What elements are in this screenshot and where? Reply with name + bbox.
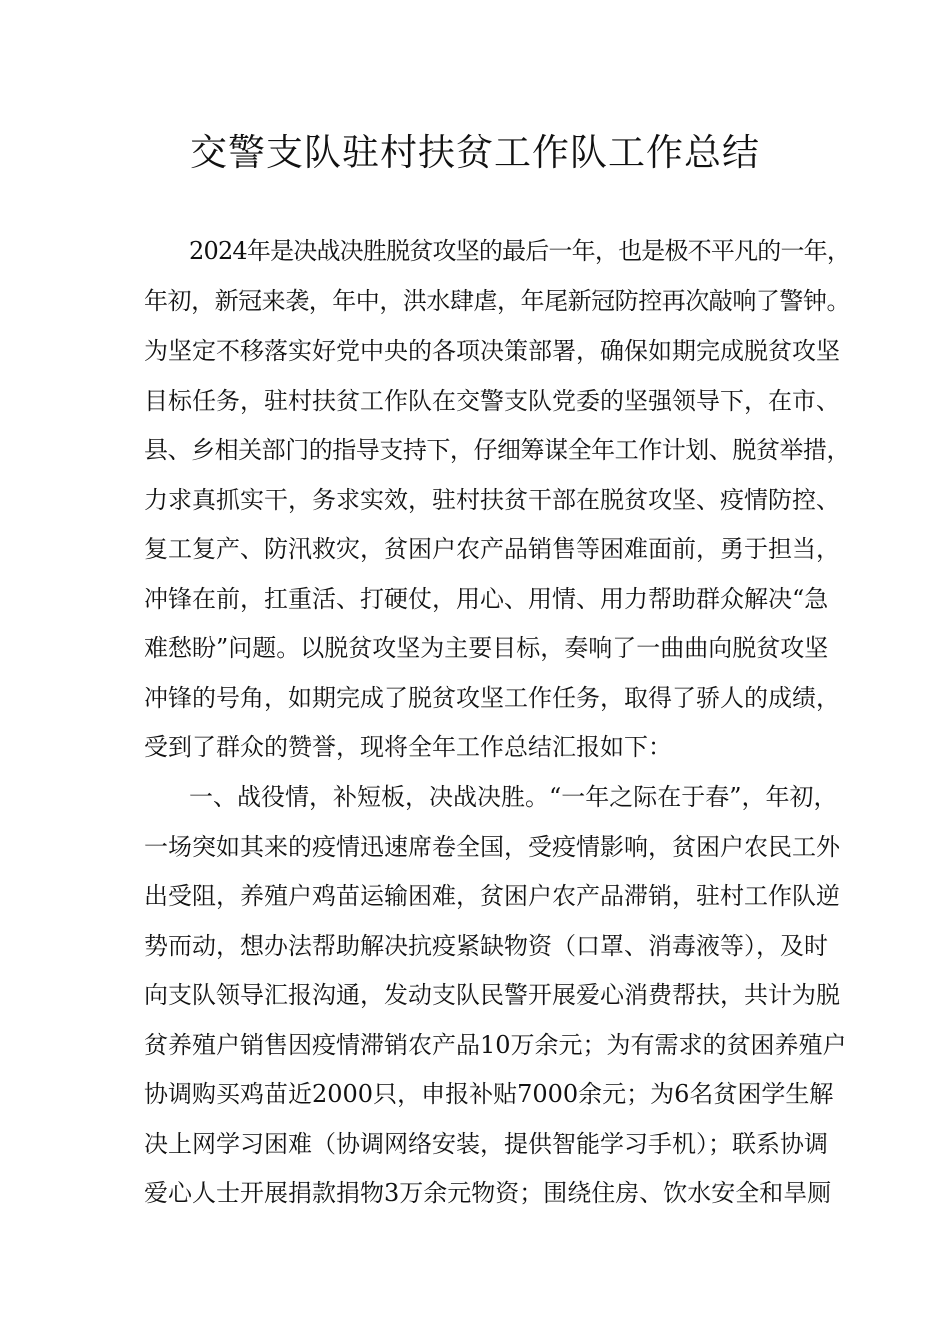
paragraph-line: 协调购买鸡苗近2000只，申报补贴7000余元；为6名贫困学生解 — [144, 1080, 834, 1108]
paragraph-line: 爱心人士开展捐款捐物3万余元物资；围绕住房、饮水安全和旱厕 — [144, 1179, 832, 1207]
paragraph-line: 冲锋在前，扛重活、打硬仗，用心、用情、用力帮助群众解决“急 — [144, 585, 829, 613]
paragraph-line: 势而动，想办法帮助解决抗疫紧缺物资（口罩、消毒液等），及时 — [144, 932, 828, 960]
paragraph-line: 复工复产、防汛救灾，贫困户农产品销售等困难面前，勇于担当， — [144, 535, 840, 563]
paragraph-line: 一场突如其来的疫情迅速席卷全国，受疫情影响，贫困户农民工外 — [144, 833, 840, 861]
paragraph-line: 年初，新冠来袭，年中，洪水肆虐，年尾新冠防控再次敲响了警钟。 — [144, 287, 850, 315]
paragraph-line: 受到了群众的赞誉，现将全年工作总结汇报如下： — [144, 733, 672, 761]
paragraph-line: 县、乡相关部门的指导支持下，仔细筹谋全年工作计划、脱贫举措， — [144, 436, 850, 464]
paragraph-line: 向支队领导汇报沟通，发动支队民警开展爱心消费帮扶，共计为脱 — [144, 981, 840, 1009]
paragraph-line: 出受阻，养殖户鸡苗运输困难，贫困户农产品滞销，驻村工作队逆 — [144, 882, 840, 910]
paragraph-line: 目标任务，驻村扶贫工作队在交警支队党委的坚强领导下，在市、 — [144, 387, 840, 415]
paragraph-line: 冲锋的号角，如期完成了脱贫攻坚工作任务，取得了骄人的成绩， — [144, 684, 840, 712]
paragraph-line: 2024年是决战决胜脱贫攻坚的最后一年，也是极不平凡的一年， — [189, 237, 851, 265]
paragraph-line: 一、战役情，补短板，决战决胜。“一年之际在于春”，年初， — [189, 783, 838, 811]
paragraph-line: 决上网学习困难（协调网络安装，提供智能学习手机）；联系协调 — [144, 1130, 828, 1158]
paragraph-line: 难愁盼”问题。以脱贫攻坚为主要目标，奏响了一曲曲向脱贫攻坚 — [144, 634, 829, 662]
paragraph-line: 贫养殖户销售因疫情滞销农产品10万余元；为有需求的贫困养殖户 — [144, 1031, 847, 1059]
document-title: 交警支队驻村扶贫工作队工作总结 — [190, 131, 760, 174]
paragraph-line: 力求真抓实干，务求实效，驻村扶贫干部在脱贫攻坚、疫情防控、 — [144, 486, 840, 514]
paragraph-line: 为坚定不移落实好党中央的各项决策部署，确保如期完成脱贫攻坚 — [144, 337, 840, 365]
